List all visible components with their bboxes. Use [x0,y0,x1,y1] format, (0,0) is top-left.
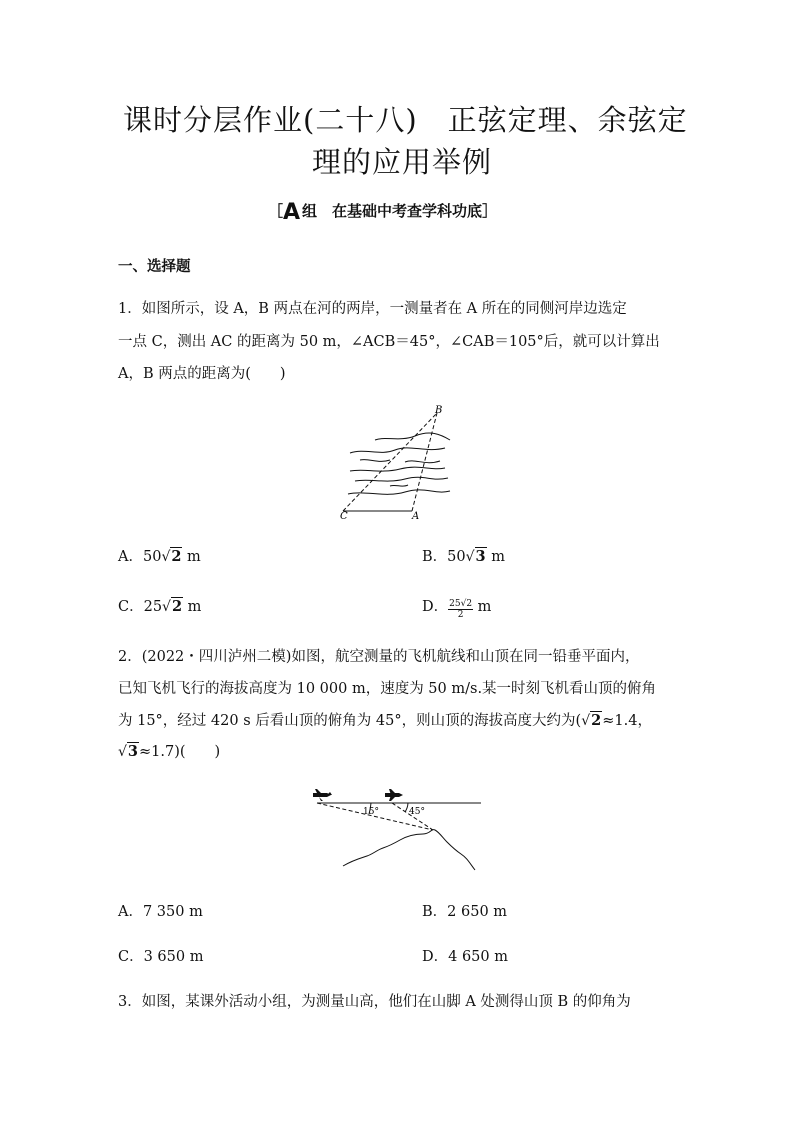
group-label: 组 在基础中考查学科功底 [302,202,483,220]
q2-option-b[interactable]: B．2 650 m [422,904,508,920]
page-title-line1: 课时分层作业(二十八) 正弦定理、余弦定 [123,103,688,137]
q1-figure-label-c: C [340,511,348,522]
q1-option-a-unit: m [182,549,201,565]
q1-line2: 一点 C，测出 AC 的距离为 50 m，∠ACB＝45°，∠CAB＝105°后，就可以计算出 [118,334,660,350]
q1-option-c[interactable] [118,595,201,616]
q2-line2: 已知飞机飞行的海拔高度为 10 000 m，速度为 50 m/s.某一时刻飞机看山顶的俯角 [118,681,657,697]
q2-line3-approx: ≈1.4， [602,713,652,729]
q1-option-d[interactable] [422,595,491,620]
q2-option-d[interactable]: D．4 650 m [422,949,508,965]
q1-option-a[interactable] [118,545,201,566]
q3-line1: 3．如图，某课外活动小组，为测量山高，他们在山脚 A 处测得山顶 B 的仰角为 [118,994,631,1010]
q1-option-c-unit: m [183,599,202,615]
q1-option-c-prefix: C．25 [118,599,163,615]
bracket-left: ［ [268,202,284,220]
q1-figure-label-a: A [412,511,420,522]
plane-icon [385,789,403,801]
q1-line1: 1．如图所示，设 A，B 两点在河的两岸，一测量者在 A 所在的同侧河岸边选定 [118,301,627,317]
q2-option-a[interactable]: A．7 350 m [118,904,203,920]
q1-figure-label-b: B [435,405,443,416]
fraction-numerator: 25√2 [449,599,473,609]
q2-line4-radicand: 3 [127,743,139,760]
group-heading [268,200,497,225]
q1-option-a-radicand: 2 [171,548,182,565]
fraction-denominator: 2 [457,610,464,620]
plane-icon [311,789,332,801]
q2-line1: 2．(2022・四川泸州二模)如图，航空测量的飞机航线和山顶在同一铅垂平面内， [118,649,640,665]
q1-option-c-radicand: 2 [171,598,183,615]
sqrt-symbol: √3 [465,548,486,565]
bracket-right: ］ [482,202,498,220]
section-heading: 一、选择题 [118,259,191,275]
q1-river-figure [330,398,460,523]
q1-line3: A，B 两点的距离为( ) [118,366,286,382]
q2-line3-radicand: 2 [591,712,602,729]
q1-option-d-unit: m [473,599,492,615]
q1-option-a-prefix: A．50 [118,549,162,565]
q2-line4-approx: ≈1.7)( ) [139,744,221,760]
q1-option-b-unit: m [486,549,505,565]
q2-angle-45: 45° [409,807,425,817]
q1-option-b-prefix: B．50 [422,549,466,565]
q1-option-d-prefix: D． [422,599,449,615]
q2-plane-mountain-figure [305,778,490,873]
q1-option-b[interactable] [422,545,505,566]
q1-option-d-fraction [448,599,473,620]
q2-line3 [118,709,652,730]
q2-option-c[interactable]: C．3 650 m [118,949,204,965]
q2-line3-text: 为 15°，经过 420 s 后看山顶的俯角为 45°，则山顶的海拔高度大约为( [118,713,582,729]
page-title-line2: 理的应用举例 [312,145,493,179]
sqrt-symbol: √3 [118,743,139,760]
q2-line4 [118,740,220,761]
q2-angle-15: 15° [363,807,379,817]
sqrt-symbol: √2 [161,548,182,565]
sqrt-symbol: √2 [581,712,602,729]
group-badge: A [283,200,301,225]
q1-option-b-radicand: 3 [475,548,486,565]
sqrt-symbol: √2 [162,598,183,615]
